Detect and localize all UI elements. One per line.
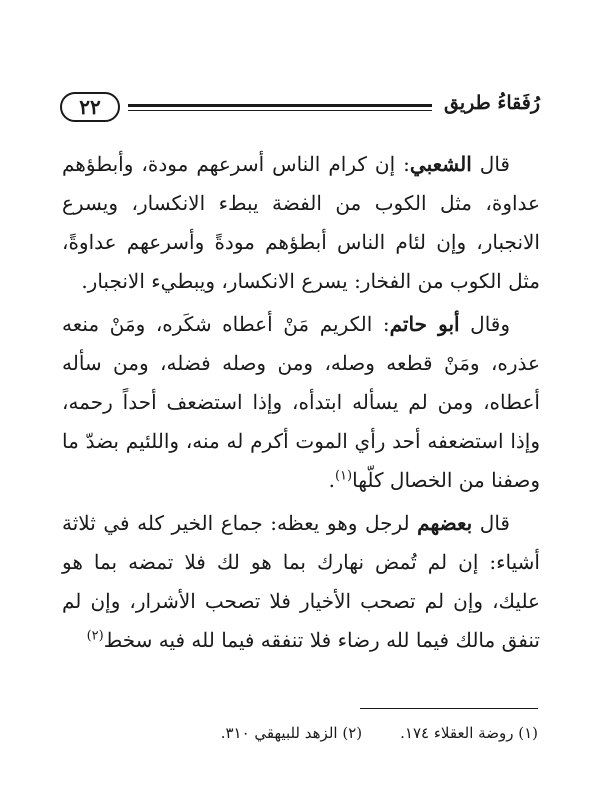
paragraph-abu-hatim [62,305,540,500]
paragraph-text: : إن كرام الناس أسرعهم مودة، وأبطؤهم عداوة، مثل الكوب من الفضة يبطء الانكسار، ويسرع الانجبار، وإن لئام الناس أبطؤهم مودةً وأسرعهم عداوةً، مثل الكوب من الفخار: يسرع الانكسار، ويبطيء الانجبار. [62,152,540,293]
header-rule [128,104,432,111]
speaker-name: الشعبي [409,152,472,176]
page-body [62,145,540,664]
footnote-2: (٢) الزهد للبيهقي ٣١٠. [220,724,363,742]
footnote-1: (١) روضة العقلاء ١٧٤. [400,724,538,742]
speaker-name: بعضهم [417,511,473,535]
paragraph-intro: وقال [459,312,510,336]
book-title: رُفَقاءُ طريق [444,92,540,114]
footnote-ref[interactable]: (١) [334,468,353,484]
footnote-separator [360,708,538,709]
paragraph-intro: قال [472,511,510,535]
paragraph-tail: . [328,468,335,492]
paragraph-intro: قال [471,152,510,176]
paragraph-text: : الكريم مَنْ أعطاه شكَره، ومَنْ منعه عذره، ومَنْ قطعه وصله، ومن وصله فضله، ومن سأله أعطاه، ومن لم يسأله ابتدأه، وإذا استضعف أحداً رحمه، وإذا استضعفه أحد رأي الموت أكرم له منه، واللئيم بضدّ ما وصفنا من الخصال كلّها [62,312,540,492]
speaker-name: أبو حاتم [389,312,460,336]
paragraph-text: لرجل وهو يعظه: جماع الخير كله في ثلاثة أشياء: إن لم تُمض نهارك بما هو لك فلا تمضه بما هو عليك، وإن لم تصحب الأخيار فلا تصحب الأشرار، وإن لم تنفق مالك فيما لله رضاء فلا تنفقه فيما لله فيه سخط [62,511,540,652]
page-number: ٢٢ [60,92,120,122]
paragraph-shabi [62,145,540,301]
paragraph-some-of-them [62,504,540,660]
footnotes [118,724,538,742]
page-header [60,92,540,126]
footnote-ref[interactable]: (٢) [86,628,104,644]
